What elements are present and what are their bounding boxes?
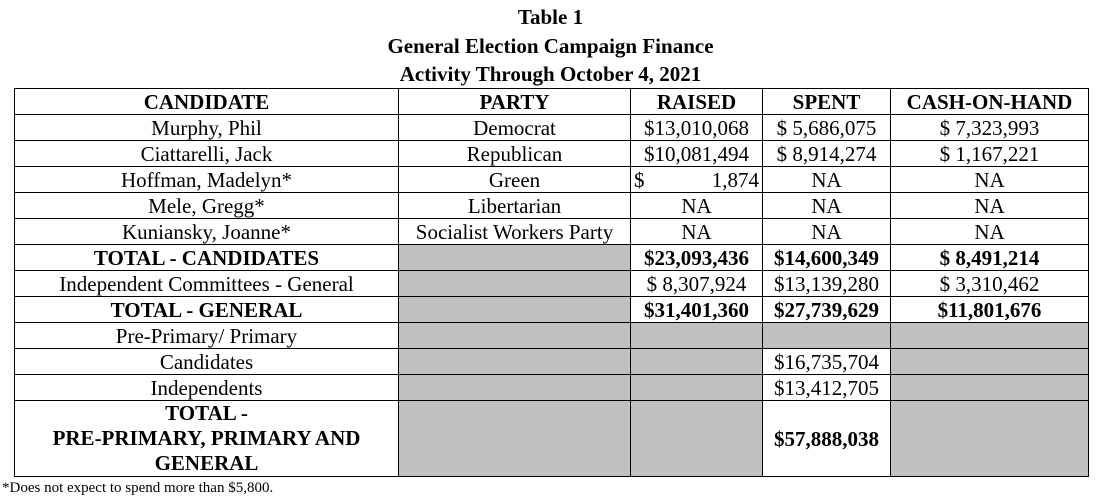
candidate-raised: NA <box>631 219 763 245</box>
header-spent: SPENT <box>763 89 891 115</box>
candidate-raised <box>631 167 763 193</box>
row-label: TOTAL - GENERAL <box>15 297 399 323</box>
currency-symbol: $ <box>634 167 645 192</box>
shaded-cell <box>399 401 631 477</box>
shaded-cell <box>399 323 631 349</box>
independent-spent: $13,139,280 <box>763 271 891 297</box>
footnote: *Does not expect to spend more than $5,800. <box>2 480 274 496</box>
candidate-cash: NA <box>891 193 1089 219</box>
shaded-cell <box>891 349 1089 375</box>
table-row <box>15 115 1089 141</box>
row-label: Pre-Primary/ Primary <box>15 323 399 349</box>
candidate-name: Ciattarelli, Jack <box>15 141 399 167</box>
candidate-name: Murphy, Phil <box>15 115 399 141</box>
candidate-name: Mele, Gregg* <box>15 193 399 219</box>
candidate-raised: $10,081,494 <box>631 141 763 167</box>
candidate-cash: NA <box>891 219 1089 245</box>
candidate-raised: $13,010,068 <box>631 115 763 141</box>
total-spent: $14,600,349 <box>763 245 891 271</box>
candidate-spent: $ 8,914,274 <box>763 141 891 167</box>
table-row <box>15 219 1089 245</box>
shaded-cell <box>631 401 763 477</box>
shaded-cell <box>399 349 631 375</box>
campaign-finance-table <box>14 88 1089 477</box>
grand-total-label <box>15 401 399 477</box>
general-raised: $31,401,360 <box>631 297 763 323</box>
header-candidate: CANDIDATE <box>15 89 399 115</box>
row-label: Independents <box>15 375 399 401</box>
header-party: PARTY <box>399 89 631 115</box>
independent-raised: $ 8,307,924 <box>631 271 763 297</box>
total-candidates-row <box>15 245 1089 271</box>
independent-committees-row <box>15 271 1089 297</box>
candidate-party: Republican <box>399 141 631 167</box>
shaded-cell <box>399 375 631 401</box>
shaded-cell <box>631 323 763 349</box>
candidate-spent: NA <box>763 219 891 245</box>
grand-total-line2: PRE-PRIMARY, PRIMARY AND <box>52 426 361 450</box>
candidate-party: Democrat <box>399 115 631 141</box>
shaded-cell <box>891 323 1089 349</box>
general-cash: $11,801,676 <box>891 297 1089 323</box>
shaded-cell <box>399 245 631 271</box>
table-title: General Election Campaign Finance <box>387 34 714 58</box>
grand-total-line3: GENERAL <box>154 451 259 475</box>
shaded-cell <box>399 271 631 297</box>
total-raised: $23,093,436 <box>631 245 763 271</box>
candidate-name: Kuniansky, Joanne* <box>15 219 399 245</box>
raised-amount: 1,874 <box>711 167 759 192</box>
table-number: Table 1 <box>517 5 584 29</box>
pre-primary-row <box>15 323 1089 349</box>
candidate-party: Libertarian <box>399 193 631 219</box>
pp-candidates-row <box>15 349 1089 375</box>
candidate-cash: NA <box>891 167 1089 193</box>
candidate-spent: NA <box>763 167 891 193</box>
row-label: TOTAL - CANDIDATES <box>15 245 399 271</box>
candidate-spent: NA <box>763 193 891 219</box>
candidate-cash: $ 1,167,221 <box>891 141 1089 167</box>
header-cash-on-hand: CASH-ON-HAND <box>891 89 1089 115</box>
grand-total-row <box>15 401 1089 477</box>
grand-total-line1: TOTAL - <box>165 401 248 425</box>
candidate-spent: $ 5,686,075 <box>763 115 891 141</box>
row-label: Candidates <box>15 349 399 375</box>
candidate-party: Green <box>399 167 631 193</box>
shaded-cell <box>891 375 1089 401</box>
total-general-row <box>15 297 1089 323</box>
candidate-cash: $ 7,323,993 <box>891 115 1089 141</box>
candidate-raised: NA <box>631 193 763 219</box>
row-label: Independent Committees - General <box>15 271 399 297</box>
table-row <box>15 193 1089 219</box>
candidate-name: Hoffman, Madelyn* <box>15 167 399 193</box>
table-row <box>15 141 1089 167</box>
table-subtitle: Activity Through October 4, 2021 <box>399 62 702 86</box>
pp-independents-row <box>15 375 1089 401</box>
pp-candidates-spent: $16,735,704 <box>763 349 891 375</box>
independent-cash: $ 3,310,462 <box>891 271 1089 297</box>
shaded-cell <box>631 349 763 375</box>
shaded-cell <box>763 323 891 349</box>
total-cash: $ 8,491,214 <box>891 245 1089 271</box>
grand-total-spent: $57,888,038 <box>763 401 891 477</box>
table-row <box>15 167 1089 193</box>
pp-independents-spent: $13,412,705 <box>763 375 891 401</box>
general-spent: $27,739,629 <box>763 297 891 323</box>
candidate-party: Socialist Workers Party <box>399 219 631 245</box>
header-raised: RAISED <box>631 89 763 115</box>
header-row <box>15 89 1089 115</box>
shaded-cell <box>631 375 763 401</box>
shaded-cell <box>891 401 1089 477</box>
shaded-cell <box>399 297 631 323</box>
